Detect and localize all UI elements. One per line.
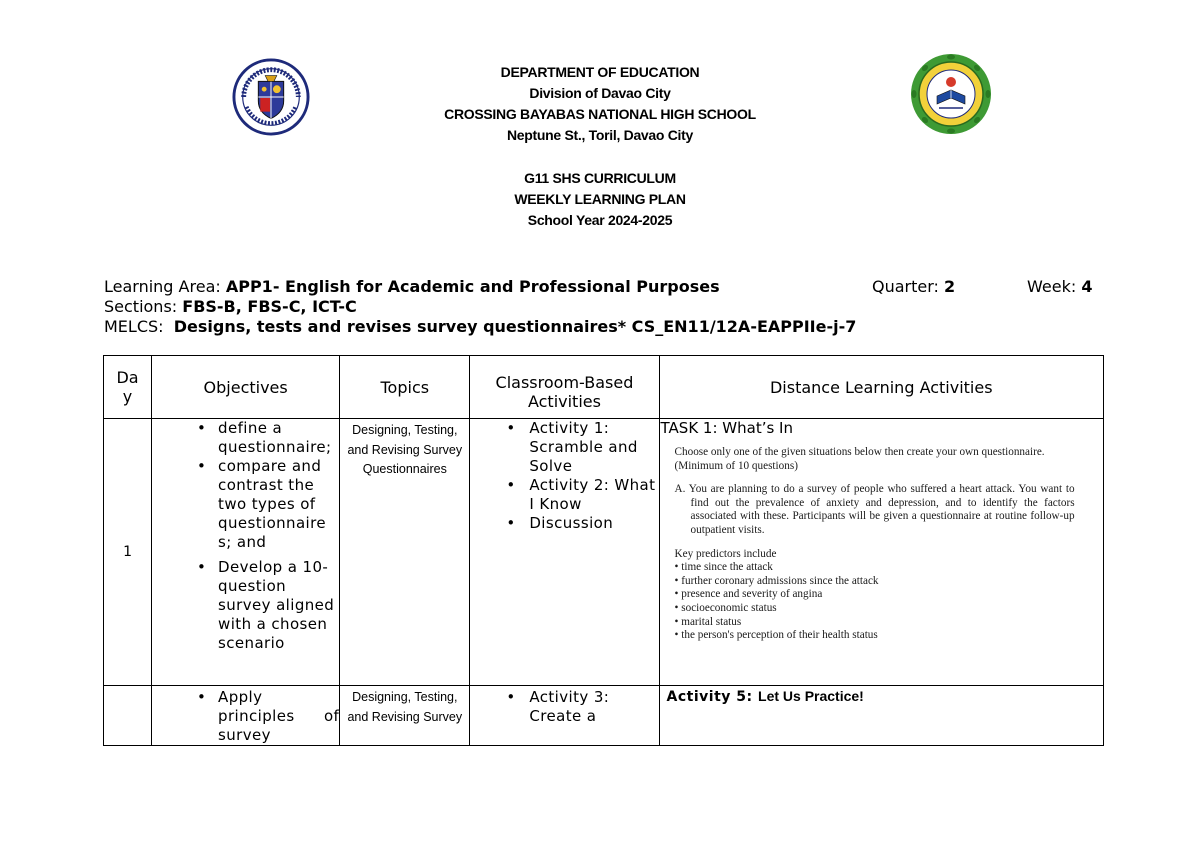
objectives-cell (152, 419, 340, 686)
header-curriculum: G11 SHS CURRICULUM (524, 170, 676, 186)
classroom-activity-item: • Activity 3: Create a (470, 688, 658, 726)
scan-key-predictors-title: Key predictors include (674, 547, 777, 560)
task-heading (660, 419, 1103, 438)
activity-value: Let Us Practice! (758, 688, 864, 704)
classroom-activity-item: • Discussion (470, 514, 658, 533)
header-school-name: CROSSING BAYABAS NATIONAL HIGH SCHOOL (444, 106, 756, 122)
header-day: Da y (104, 356, 152, 419)
header-objectives: Objectives (152, 356, 340, 419)
distance-cell (659, 686, 1103, 746)
header-department: DEPARTMENT OF EDUCATION (500, 64, 700, 80)
learning-plan-table (103, 355, 1104, 746)
deped-seal-logo (232, 58, 310, 136)
classroom-activity-item: • Activity 1: Scramble and Solve (470, 419, 658, 476)
header-topics: Topics (340, 356, 470, 419)
task-label: TASK 1: (660, 419, 718, 437)
scan-predictor: • socioeconomic status (674, 601, 777, 614)
objectives-cell (152, 686, 340, 746)
topics-cell (340, 686, 470, 746)
sections-label: Sections: (104, 297, 183, 316)
topic-text: Designing, Testing, and Revising Survey Questionnaires (347, 423, 463, 476)
header-school-year: School Year 2024-2025 (527, 212, 673, 228)
week-label: Week: (1027, 277, 1082, 296)
header-plan-title: WEEKLY LEARNING PLAN (514, 191, 686, 207)
week-value: 4 (1081, 277, 1093, 296)
plan-meta (104, 277, 1104, 337)
objective-item: • compare and contrast the two types of questionnaire s; and (152, 457, 339, 552)
objective-item: • define a questionnaire; (152, 419, 339, 457)
melcs-value: Designs, tests and revises survey questionnaires* CS_EN11/12A-EAPPIIe-j-7 (173, 317, 857, 336)
topic-text: Designing, Testing, and Revising Survey (347, 690, 463, 724)
objective-item: • Develop a 10-question survey aligned with a chosen scenario (152, 558, 339, 653)
day-cell (104, 419, 152, 686)
distance-cell (659, 419, 1103, 686)
school-seal-logo (909, 52, 993, 136)
classroom-cell (470, 686, 659, 746)
scan-predictor: • marital status (674, 615, 742, 628)
day-cell (104, 686, 152, 746)
objective-item: • Apply principles of survey (152, 688, 339, 745)
table-row (104, 419, 1104, 686)
topics-cell (340, 419, 470, 686)
day-number: 1 (123, 544, 132, 560)
scan-predictor: • further coronary admissions since the attack (674, 574, 879, 587)
table-header-row (104, 356, 1104, 419)
learning-area-value: APP1- English for Academic and Professional Purposes (225, 277, 720, 296)
table-row (104, 686, 1104, 746)
document-header (300, 62, 900, 231)
quarter-label: Quarter: (872, 277, 945, 296)
activity-heading (660, 686, 1103, 705)
scanned-instructions-image (675, 446, 1075, 643)
scan-predictor: • time since the attack (674, 561, 773, 574)
quarter-value: 2 (944, 277, 956, 296)
classroom-activity-item: • Activity 2: What I Know (470, 476, 658, 514)
task-value: What’s In (717, 419, 793, 437)
activity-label: Activity 5: (666, 689, 759, 705)
learning-area-label: Learning Area: (104, 277, 226, 296)
scan-intro: Choose only one of the given situations below then create your own questionnaire. (Minimum of 10 questions) (674, 446, 1045, 472)
header-address: Neptune St., Toril, Davao City (507, 127, 693, 143)
scan-situation-a: A. You are planning to do a survey of people who suffered a heart attack. You want to find out the prevalence of anxiety and depression, and to identify the factors associated with these. Participants will be given a questionnaire at routine follow-up outpatient visits. (674, 483, 1075, 536)
classroom-cell (470, 419, 659, 686)
scan-predictor: • presence and severity of angina (674, 588, 823, 601)
scan-predictor: • the person's perception of their health status (674, 629, 878, 642)
sections-value: FBS-B, FBS-C, ICT-C (182, 297, 357, 316)
header-division: Division of Davao City (529, 85, 671, 101)
header-distance-activities: Distance Learning Activities (659, 356, 1103, 419)
melcs-label: MELCS: (104, 317, 174, 336)
header-classroom-activities: Classroom-Based Activities (470, 356, 659, 419)
